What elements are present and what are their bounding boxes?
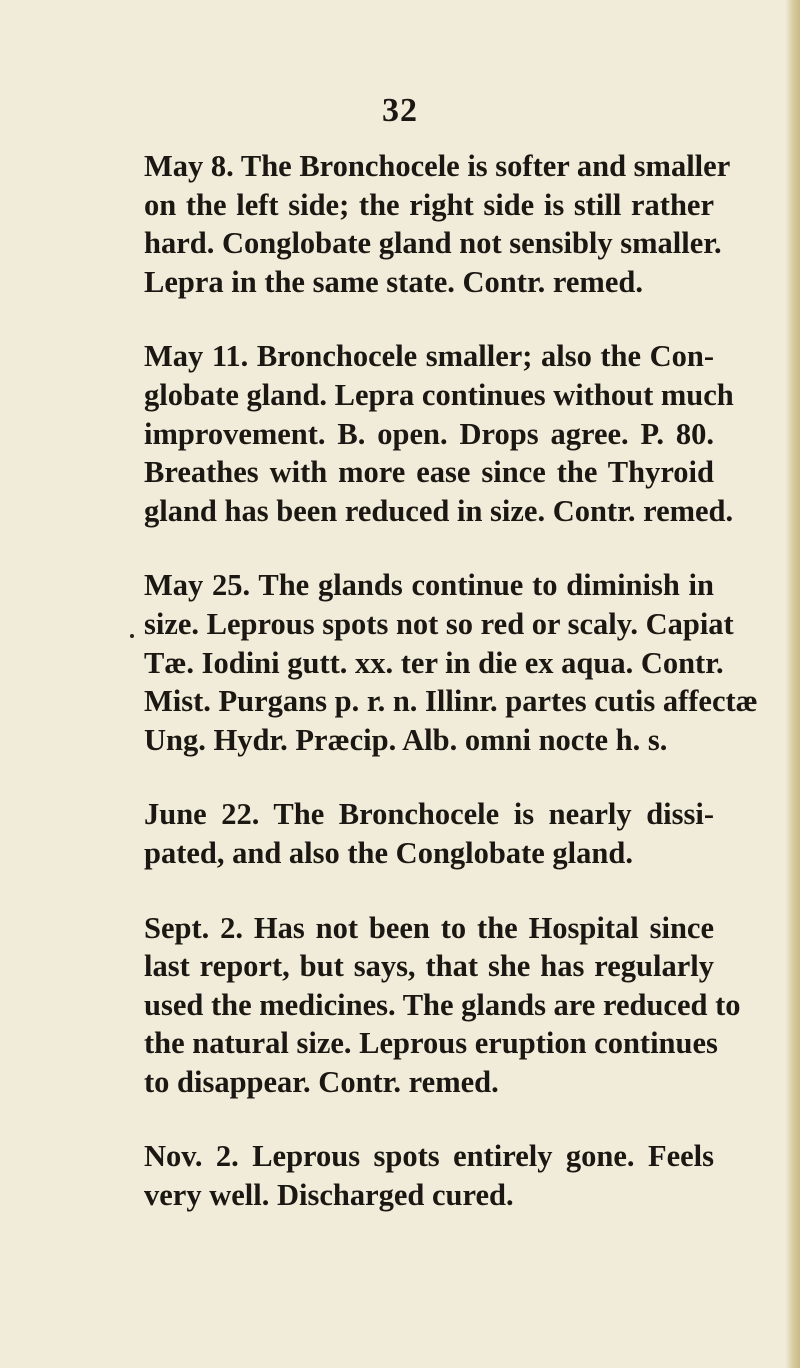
text-line: Nov. 2. Leprous spots entirely gone. Feels (144, 1139, 714, 1174)
text-line: pated, and also the Conglobate gland. (144, 835, 633, 870)
text-line: gland has been reduced in size. Contr. remed. (144, 493, 734, 528)
text-line: May 25. The glands continue to diminish in (144, 568, 714, 603)
page-edge (786, 0, 800, 1368)
text-line: used the medicines. The glands are reduced to (144, 987, 741, 1022)
text-line: Breathes with more ease since the Thyroid (144, 455, 714, 490)
text-line: hard. Conglobate gland not sensibly smaller. (144, 226, 722, 261)
text-line: improvement. B. open. Drops agree. P. 80. (144, 416, 714, 451)
text-line: last report, but says, that she has regularly (144, 949, 714, 984)
text-line: globate gland. Lepra continues without much (144, 377, 734, 412)
ink-mark (130, 634, 134, 638)
text-line: May 11. Bronchocele smaller; also the Con- (144, 339, 714, 374)
text-line: the natural size. Leprous eruption continues (144, 1026, 718, 1061)
entry-sept-2 (144, 909, 741, 1102)
text-line: to disappear. Contr. remed. (144, 1064, 499, 1099)
text-line: size. Leprous spots not so red or scaly. Capiat (144, 606, 734, 641)
text-line: Tæ. Iodini gutt. xx. ter in die ex aqua. Contr. (144, 645, 724, 680)
text-line: very well. Discharged cured. (144, 1178, 514, 1213)
text-line: June 22. The Bronchocele is nearly dissi- (144, 797, 714, 832)
entry-may-8 (144, 147, 731, 301)
text-line: Mist. Purgans p. r. n. Illinr. partes cutis affectæ (144, 684, 758, 719)
entry-may-25 (144, 566, 758, 759)
entry-may-11 (144, 337, 734, 530)
entry-june-22 (144, 795, 714, 872)
text-line: on the left side; the right side is still rather (144, 187, 714, 222)
page-number: 32 (382, 92, 418, 129)
text-line: May 8. The Bronchocele is softer and smaller (144, 149, 731, 183)
text-line: Sept. 2. Has not been to the Hospital since (144, 910, 714, 945)
page-body (144, 147, 758, 1251)
text-line: Lepra in the same state. Contr. remed. (144, 264, 643, 299)
text-line: Ung. Hydr. Præcip. Alb. omni nocte h. s. (144, 722, 668, 757)
entry-nov-2 (144, 1137, 714, 1214)
